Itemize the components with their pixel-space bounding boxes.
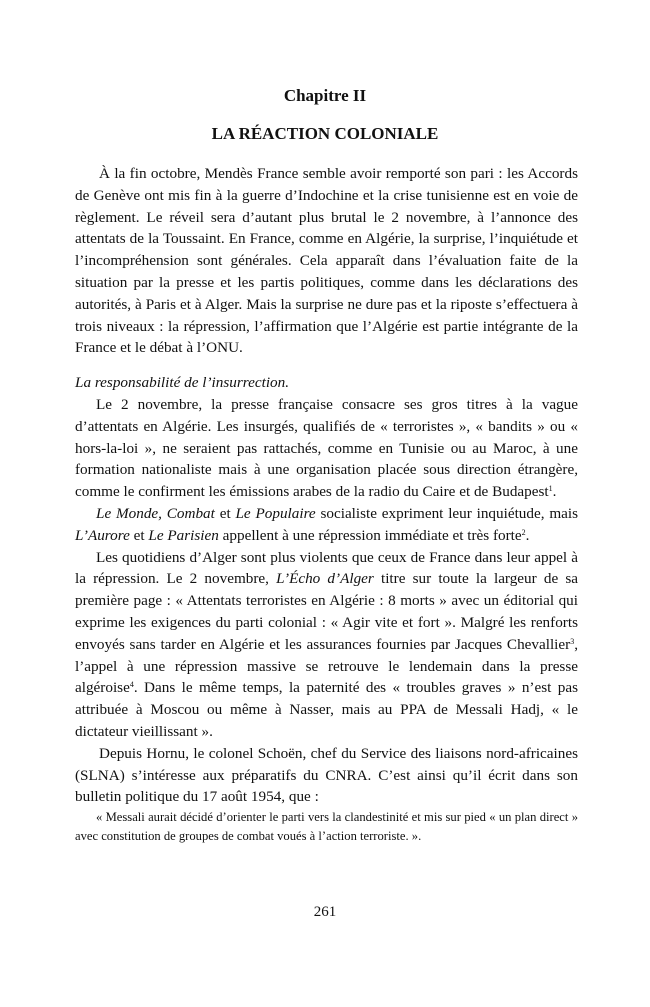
footnote-ref-1: 1: [548, 484, 553, 494]
paragraph-press-text: Le 2 novembre, la presse française consacre ses gros titres à la vague d’attentats en Algérie. Les insurgés, qualifiés de « terroristes », « bandits » ou « hors-la-loi », ne seraient pas rattachés, comme en Tunisie ou au Maroc, à une formation nationaliste mais à une organisation placée sous direction étrangère, comme le confirment les émissions arabes de la radio du Caire et de Budapest: [75, 395, 578, 501]
footnote-ref-2: 2: [521, 527, 526, 537]
newspaper-le-parisien: Le Parisien: [148, 526, 219, 544]
paragraph-press: [75, 394, 578, 503]
newspaper-le-populaire: Le Populaire: [235, 504, 316, 522]
text-fragment: . Dans le même temps, la paternité des « troubles graves » n’est pas attribuée à Moscou ou même à Nasser, mais au PPA de Messali Hadj, « le dictateur vieillissant ».: [75, 679, 578, 740]
newspaper-names-1: Le Monde, Combat: [96, 504, 215, 522]
paragraph-algiers-press: [75, 547, 578, 743]
page-number: 261: [313, 904, 337, 920]
section-heading: La responsabilité de l’insurrection.: [75, 374, 290, 392]
text-fragment: socialiste expriment leur inquiétude, mais: [315, 504, 579, 522]
text-fragment: et: [214, 504, 236, 522]
text-fragment: , l’appel à une répression massive se retrouve le lendemain dans la presse algéroise: [75, 635, 578, 697]
paragraph-newspapers: [75, 503, 578, 547]
block-quote: « Messali aurait décidé d’orienter le parti vers la clandestinité et mis sur pied « un plan direct » avec constitution de groupes de combat voués à l’action terroriste. ».: [75, 810, 578, 844]
text-fragment: et: [129, 526, 149, 544]
text-fragment: titre sur toute la largeur de sa première page : « Attentats terroristes en Algérie : 8 morts » avec un éditorial qui exprime les exigences du parti colonial : « Agir vite et fort ». Malgré les renforts envoyés sans tarder en Algérie et les assurances fournies par Jacques Chevallier: [75, 570, 579, 653]
chapter-title: LA RÉACTION COLONIALE: [211, 124, 439, 143]
paragraph-intro: À la fin octobre, Mendès France semble avoir remporté son pari : les Accords de Genève ont mis fin à la guerre d’Indochine et la crise tunisienne est en voie de règlement. Le réveil sera d’autant plus brutal le 2 novembre, à l’annonce des attentats de la Toussaint. En France, comme en Algérie, la surprise, l’inquiétude et l’incompréhension sont générales. Cela apparaît dans l’évaluation faite de la situation par la presse et les partis politiques, comme dans les déclarations des autorités, à Paris et à Alger. Mais la surprise ne dure pas et la riposte s’effectuera à trois niveaux : la répression, l’affirmation que l’Algérie est partie intégrante de la France et le débat à l’ONU.: [75, 165, 578, 357]
chapter-label: Chapitre II: [283, 86, 367, 105]
paragraph-hornu: Depuis Hornu, le colonel Schoën, chef du Service des liaisons nord-africaines (SLNA) s’intéresse aux préparatifs du CNRA. C’est ainsi qu’il écrit dans son bulletin politique du 17 août 1954, que :: [75, 744, 578, 806]
text-fragment: Les quotidiens d’Alger sont plus violents que ceux de France dans leur appel à la répression. Le 2 novembre,: [75, 548, 578, 588]
newspaper-l-aurore: L’Aurore: [75, 526, 130, 544]
text-fragment: .: [525, 526, 530, 544]
newspaper-l-echo-d-alger: L’Écho d’Alger: [276, 570, 374, 588]
text-fragment: appellent à une répression immédiate et très forte: [218, 526, 522, 544]
footnote-ref-4: 4: [129, 680, 134, 690]
footnote-ref-3: 3: [570, 636, 575, 646]
body-text: [75, 163, 578, 846]
paragraph-press-end: .: [552, 483, 557, 501]
